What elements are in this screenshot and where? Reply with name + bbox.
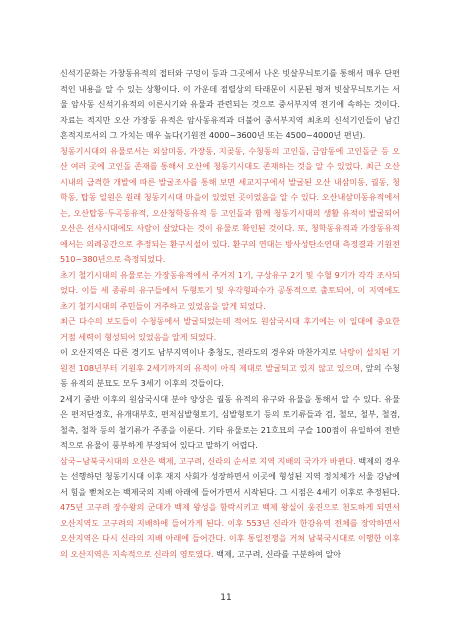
paragraph (60, 66, 400, 144)
highlighted-text: 청동기시대의 유물로서는 외삼미동, 가장동, 지곶동, 수청동의 고인돌, 금암동에 고인돌군 등 오산 여러 곳에 고인돌 존재를 통해서 오산에 청동기시대도 존재하는 것을 알 수 있었다. 최근 오산 시내의 급격한 개발에 따른 발굴조사를 통해 보면 세교지구에서 발굴된 오산 내삼미동, 궐동, 청학동, 탑동 일원은 원래 청동기시대 마을이 있었던 곳이었음을 알 수 있다. 오산내삼미동유적에서는, 오산탑동·두곡동유적, 오산청학동유적 등 고인돌과 함께 청동기시대의 생활 유적이 발굴되어 오산은 선사시대에도 사람이 살았다는 것이 유물로 확인된 것이다. 또, 청학동유적과 가장동유적에서는 의례공간으로 추정되는 환구시설이 있다. 환구의 연대는 방사성탄소연대 측정결과 기원전 510~380년으로 측정되었다. (60, 145, 400, 264)
highlighted-text: 최근 다수의 보도들이 수청동에서 발굴되었는데 적어도 원삼국시대 후기에는 이 일대에 중요한 거점 세력이 형성되어 있었음을 알게 되었다. (60, 316, 400, 342)
highlighted-text: 475년 고구려 장수왕의 군대가 백제 왕성을 함락시키고 백제 왕실이 웅진으로 천도하게 되면서 오산지역도 고구려의 지배하에 들어가게 된다. 이후 553년 신라가 한강유역 전체를 장악하면서 오산지역은 다시 신라의 지배 아래에 들어간다. 이후 통일전쟁을 거쳐 남북국시대로 이행한 이후의 오산지역은 지속적으로 신라의 영토였다. (60, 502, 400, 559)
paragraph (60, 392, 400, 454)
highlighted-text: 초기 철기시대의 유물로는 가장동유적에서 주거지 1기, 구상유구 2기 및 수혈 9기가 각각 조사되었다. 이들 세 종류의 유구들에서 두형토기 및 우각형파수가 공통적으로 출토되어, 이 지역에도 초기 철기시대의 주민들이 거주하고 있었음을 알게 되었다. (60, 269, 400, 311)
paragraph-text: 백제의 경우는 선행하던 청동기시대 이후 재지 사회가 성장하면서 이곳에 형성된 지역 정치체가 서울 강남에서 힘을 뻗쳐오는 백제국의 지배 아래에 들어가면서 시작된다. 그 시점은 4세기 이후로 추정된다. (60, 455, 400, 497)
paragraph (60, 454, 400, 563)
highlighted-text: 낙랑이 설치된 기원전 108년부터 기원후 2세기까지의 유적이 아직 제대로 발굴되고 있지 않고 있으며, (60, 347, 400, 373)
paragraph (60, 144, 400, 268)
paragraph-text: 백제, 고구려, 신라를 구분하여 알아 (213, 548, 342, 559)
highlighted-text: 삼국~남북국시대의 오산은 백제, 고구려, 신라의 순서로 지역 지배의 국가가 바뀐다. (60, 455, 356, 466)
paragraph-text: 앞의 수청동 유적의 분묘도 모두 3세기 이후의 것들이다. (60, 362, 400, 388)
body-text (60, 66, 400, 562)
paragraph (60, 268, 400, 315)
paragraph-text: 이 오산지역은 다른 경기도 남부지역이나 충청도, 전라도의 경우와 마찬가지로 (60, 347, 340, 357)
paragraph-text: 2세기 중반 이후의 원삼국시대 분야 양상은 궐동 유적의 유구와 유물을 통해서 알 수 있다. 유물은 편저단경호, 유개대부호, 편저심발형토기, 심발형토기 등의 토기류들과 검, 철모, 철부, 철겸, 철촉, 철착 등의 철기류가 주종을 이룬다. 기타 유물로는 21호묘의 구슬 100점이 유일하여 전반적으로 유물이 풍부하게 부장되어 있다고 말하기 어렵다. (60, 393, 400, 450)
page-number: 11 (220, 593, 232, 603)
paragraph (60, 314, 400, 345)
paragraph-text: 신석기문화는 가창동유적의 접터와 구덩이 등과 그곳에서 나온 빗살무늬토기를 통해서 매우 단편적인 내용을 알 수 있는 상황이다. 이 가운데 점렬상의 타래문이 시문된 평저 빗살무늬토기는 서울 암사동 신석기유적의 이른시기와 유물과 관련되는 것으로 중서부지역 전기에 속하는 것이다. 자료는 적지만 오산 가장동 유적은 암사동유적과 더불어 중서부지역 최초의 신석기인들이 남긴 흔적지로서의 그 가치는 매우 높다(기원전 4000~3600년 또는 4500~4000년 편년). (60, 68, 400, 140)
paragraph (60, 345, 400, 392)
